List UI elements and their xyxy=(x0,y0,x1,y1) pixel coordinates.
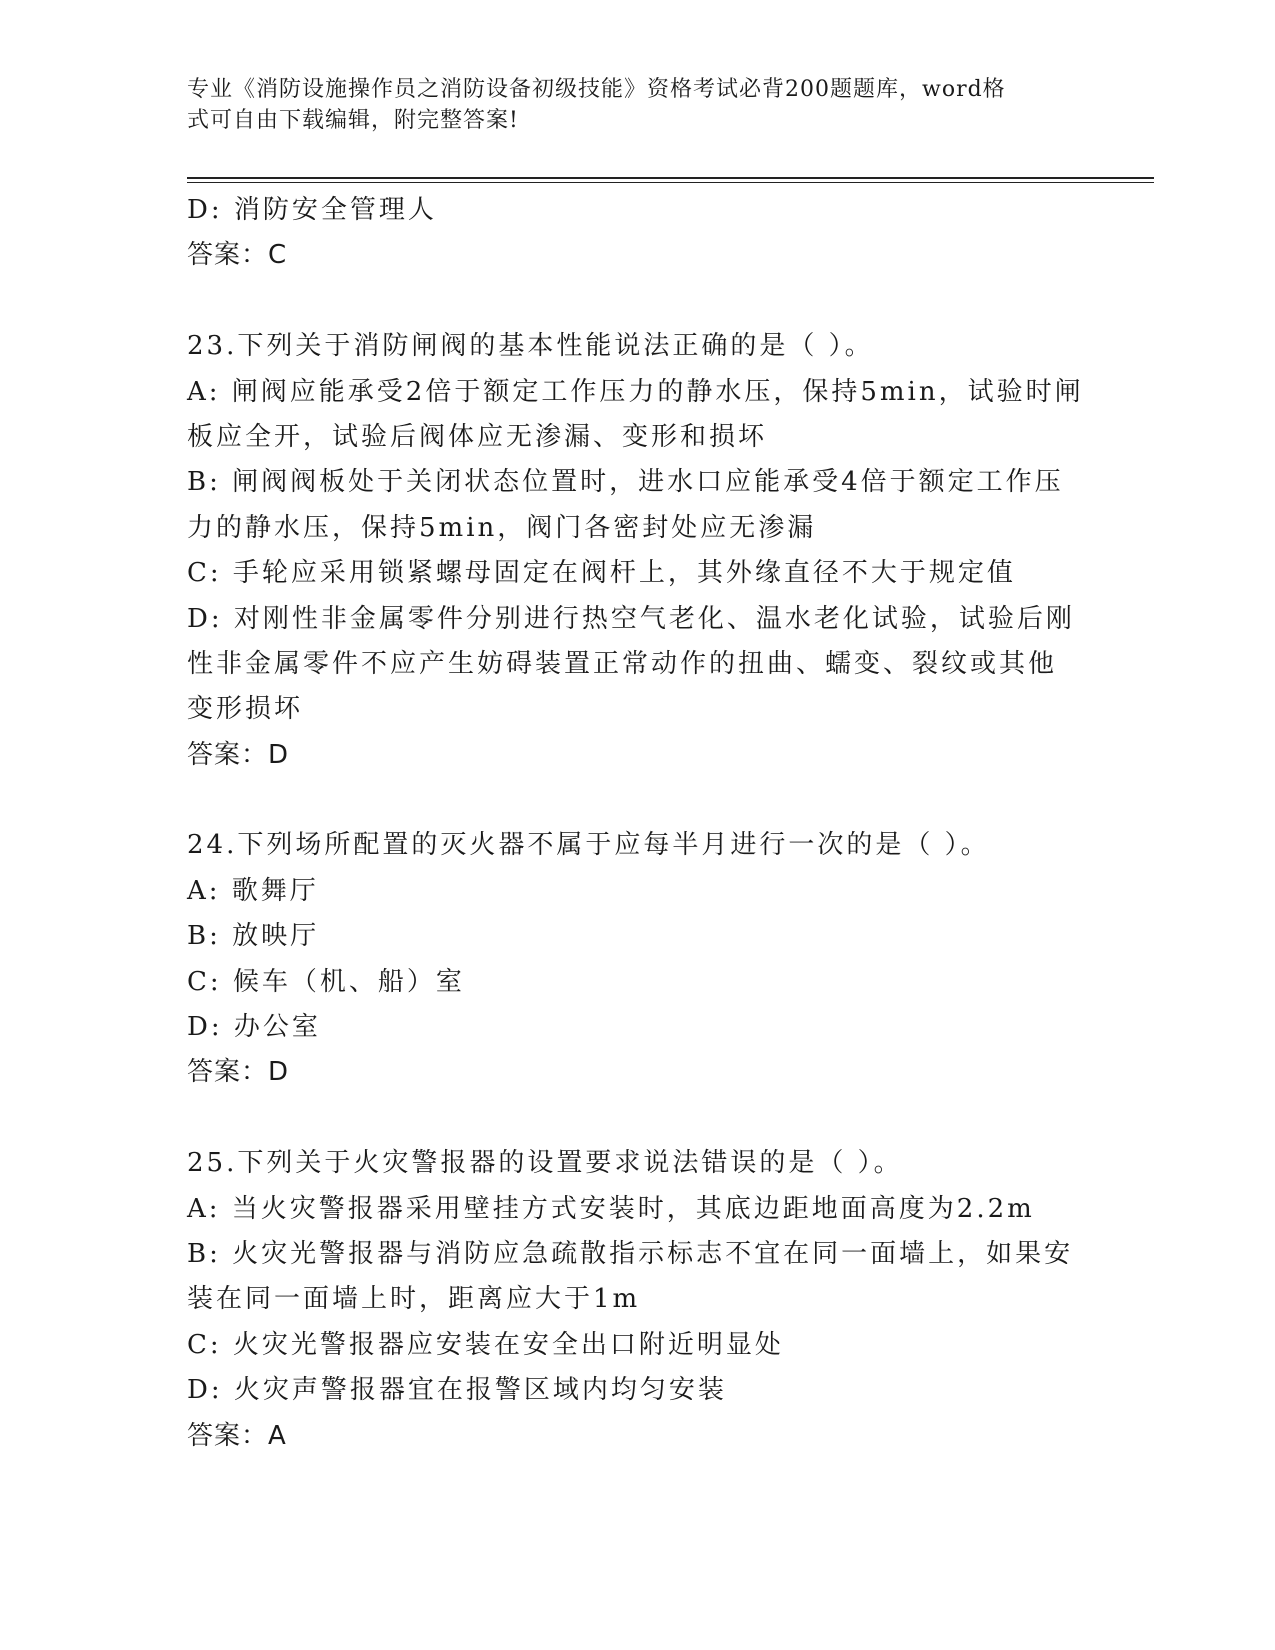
question-stem: 25.下列关于火灾警报器的设置要求说法错误的是（ ）。 xyxy=(187,1148,903,1179)
question-25 xyxy=(187,1141,1087,1459)
answer: 答案：A xyxy=(187,1420,287,1451)
option-d: D: 办公室 xyxy=(187,1012,321,1043)
option-d: D: 火灾声警报器宜在报警区域内均匀安装 xyxy=(187,1375,727,1406)
option-b: B: 放映厅 xyxy=(187,921,320,952)
option-c: C: 火灾光警报器应安装在安全出口附近明显处 xyxy=(187,1329,784,1360)
question-stem: 24.下列场所配置的灭火器不属于应每半月进行一次的是（ ）。 xyxy=(187,830,990,861)
question-24 xyxy=(187,823,1087,1095)
option-d: D: 消防安全管理人 xyxy=(187,195,437,225)
option-b-cont: 力的静水压，保持5min，阀门各密封处应无渗漏 xyxy=(187,512,817,543)
option-d: D: 对刚性非金属零件分别进行热空气老化、温水老化试验，试验后刚 xyxy=(187,603,1075,634)
option-a: A: 歌舞厅 xyxy=(187,875,319,906)
option-d-cont: 变形损坏 xyxy=(187,694,304,725)
option-b: B: 闸阀阀板处于关闭状态位置时，进水口应能承受4倍于额定工作压 xyxy=(187,467,1064,498)
document-body xyxy=(187,188,1087,1459)
header-line-2: 式可自由下载编辑，附完整答案! xyxy=(187,108,519,133)
option-b: B: 火灾光警报器与消防应急疏散指示标志不宜在同一面墙上，如果安 xyxy=(187,1238,1074,1269)
question-23 xyxy=(187,324,1087,778)
option-a-cont: 板应全开，试验后阀体应无渗漏、变形和损坏 xyxy=(187,421,768,452)
spacer xyxy=(187,279,1087,324)
option-a: A: 闸阀应能承受2倍于额定工作压力的静水压，保持5min，试验时闸 xyxy=(187,376,1084,407)
answer: 答案：D xyxy=(187,739,290,770)
option-b-cont: 装在同一面墙上时，距离应大于1m xyxy=(187,1284,641,1315)
spacer xyxy=(187,778,1087,823)
option-c: C: 候车（机、船）室 xyxy=(187,966,465,997)
option-d-cont: 性非金属零件不应产生妨碍装置正常动作的扭曲、蠕变、裂纹或其他 xyxy=(187,648,1058,679)
header-line-1: 专业《消防设施操作员之消防设备初级技能》资格考试必背200题题库，word格 xyxy=(187,77,1006,102)
header-rule-thin xyxy=(187,182,1154,183)
answer: 答案：D xyxy=(187,1057,290,1088)
option-c: C: 手轮应采用锁紧螺母固定在阀杆上，其外缘直径不大于规定值 xyxy=(187,558,1016,589)
option-a: A: 当火灾警报器采用壁挂方式安装时，其底边距地面高度为2.2m xyxy=(187,1193,1035,1224)
question-stem: 23.下列关于消防闸阀的基本性能说法正确的是（ ）。 xyxy=(187,331,874,362)
answer: 答案：C xyxy=(187,240,288,271)
document-header xyxy=(187,74,1067,136)
header-rule-thick xyxy=(187,177,1154,179)
question-22-tail xyxy=(187,188,1087,279)
spacer xyxy=(187,1096,1087,1141)
